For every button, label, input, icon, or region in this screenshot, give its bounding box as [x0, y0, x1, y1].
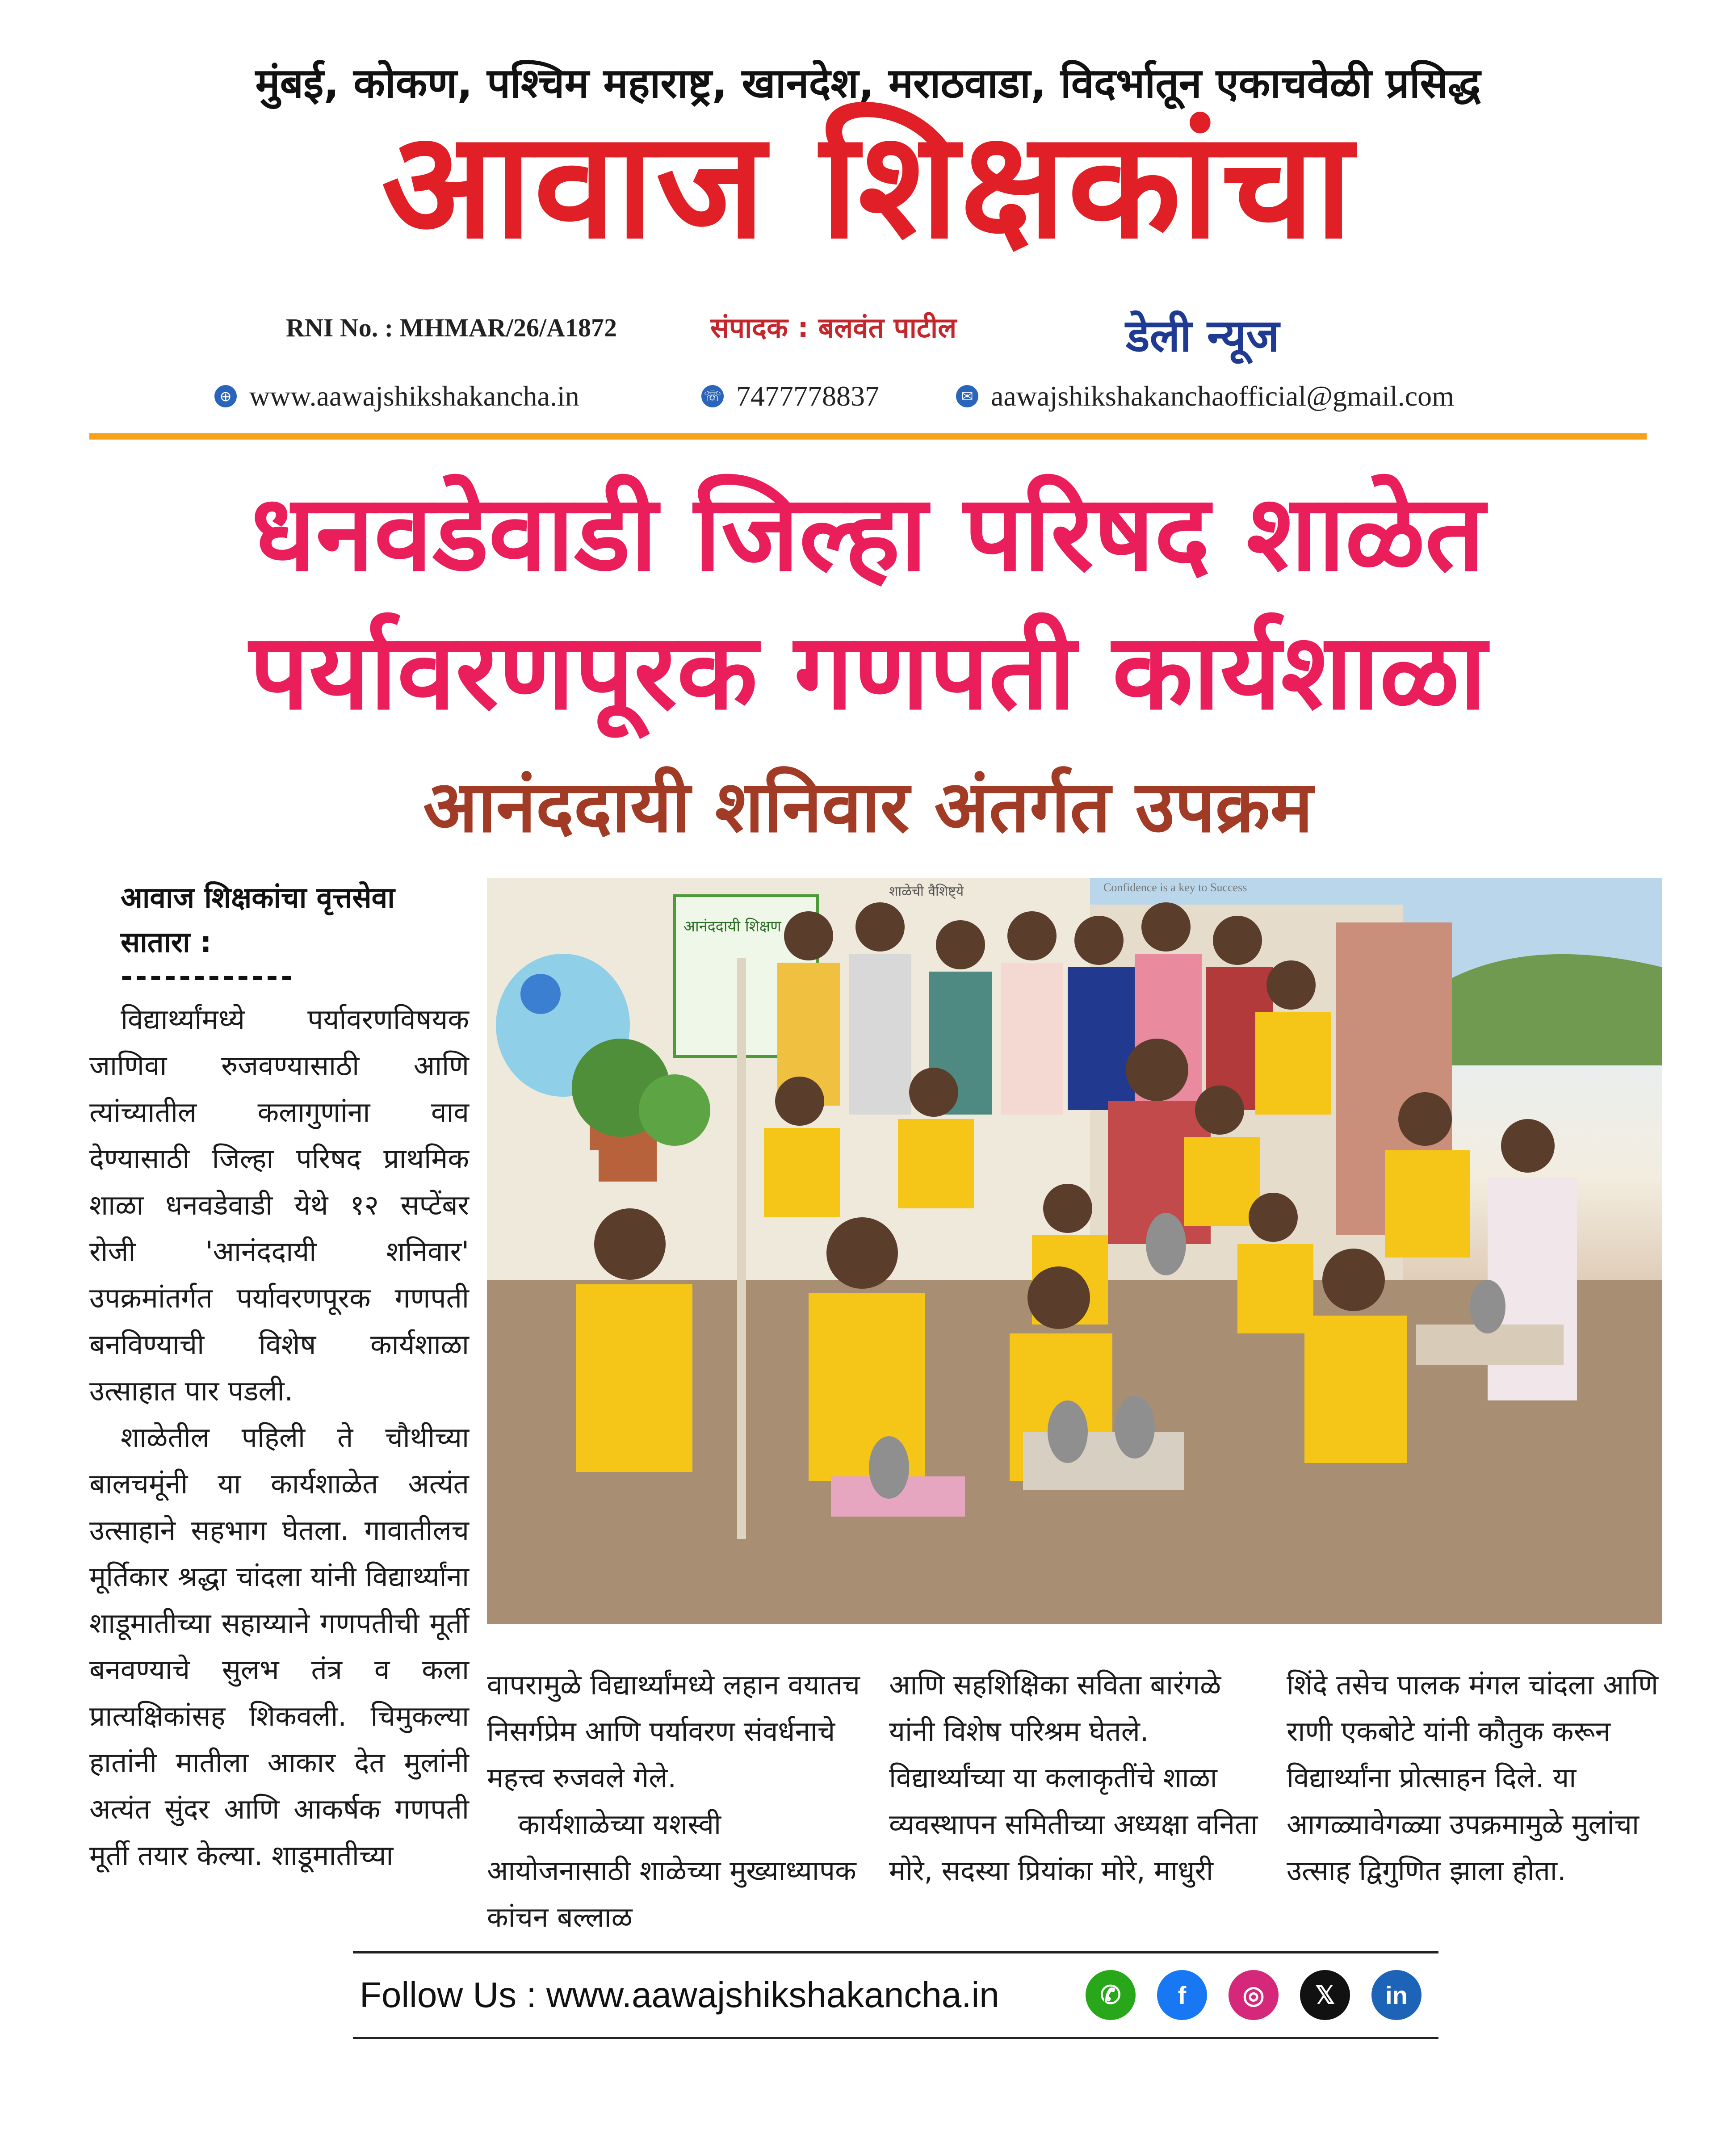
email-text: aawajshikshakanchaofficial@gmail.com	[991, 380, 1454, 412]
paragraph: शिंदे तसेच पालक मंगल चांदला आणि राणी एकबोटे यांनी कौतुक करून विद्यार्थ्यांना प्रोत्साहन दिले. या आगळ्यावेगळ्या उपक्रमामुळे मुलांचा उत्साह द्विगुणित झाला होता.	[1287, 1668, 1658, 1887]
footer-top-rule	[353, 1951, 1438, 1953]
instagram-icon[interactable]: ◎	[1229, 1970, 1279, 2020]
byline	[121, 876, 395, 965]
byline-dashes: ------------	[121, 960, 295, 993]
banner-text: Confidence is a key to Success	[1103, 881, 1247, 894]
paragraph: विद्यार्थ्यांमध्ये पर्यावरणविषयक जाणिवा रुजवण्यासाठी आणि त्यांच्यातील कलागुणांना वाव देण्यासाठी जिल्हा परिषद प्राथमिक शाळा धनवडेवाडी येथे १२ सप्टेंबर रोजी 'आनंददायी शनिवार' उपक्रमांतर्गत पर्यावरणपूरक गणपती बनविण्याची विशेष कार्यशाळा उत्साहात पार पडली.	[89, 1003, 469, 1407]
globe-icon: ⊕	[214, 385, 237, 407]
byline-location: सातारा :	[121, 926, 212, 959]
article-photo	[487, 878, 1662, 1624]
article-column-3	[889, 1662, 1269, 1894]
headline-line-2: पर्यावरणपूरक गणपती कार्यशाळा	[249, 611, 1487, 733]
mural-text: आनंददायी शिक्षण	[683, 918, 781, 935]
header-divider	[89, 433, 1647, 440]
website-contact[interactable]	[214, 380, 579, 413]
phone-icon: ☏	[701, 385, 724, 407]
mail-icon: ✉	[956, 385, 978, 407]
phone-contact[interactable]	[701, 380, 879, 413]
footer-bottom-rule	[353, 2037, 1438, 2039]
paragraph: कार्यशाळेच्या यशस्वी आयोजनासाठी शाळेच्या मुख्याध्यापक कांचन बल्लाळ	[487, 1808, 856, 1933]
masthead-title: आवाज शिक्षकांचा	[381, 100, 1355, 271]
paragraph: वापरामुळे विद्यार्थ्यांमध्ये लहान वयातच निसर्गप्रेम आणि पर्यावरण संवर्धनाचे महत्त्व रुजवले गेले.	[487, 1668, 860, 1794]
editor-credit: संपादक : बलवंत पाटील	[710, 311, 957, 344]
group-photo-illustration	[487, 878, 1662, 1624]
article-column-2	[487, 1662, 867, 1941]
email-contact[interactable]	[956, 380, 1454, 413]
phone-text: 7477778837	[736, 380, 879, 412]
facebook-icon[interactable]: f	[1157, 1970, 1207, 2020]
x-icon[interactable]: 𝕏	[1300, 1970, 1350, 2020]
headline-line-1: धनवडेवाडी जिल्हा परिषद शाळेत	[251, 473, 1485, 595]
article-column-1	[89, 996, 469, 1879]
follow-us-text[interactable]: Follow Us : www.aawajshikshakancha.in	[360, 1975, 999, 2015]
website-text: www.aawajshikshakancha.in	[249, 380, 579, 412]
paragraph: आणि सहशिक्षिका सविता बारंगळे यांनी विशेष परिश्रम घेतले. विद्यार्थ्यांच्या या कलाकृतींचे शाळा व्यवस्थापन समितीच्या अध्यक्षा वनिता मोरे, सदस्या प्रियांका मोरे, माधुरी	[889, 1668, 1258, 1887]
linkedin-icon[interactable]: in	[1371, 1970, 1422, 2020]
article-column-4	[1287, 1662, 1666, 1894]
daily-news-label: डेली न्यूज	[1126, 310, 1279, 362]
whatsapp-icon[interactable]: ✆	[1086, 1970, 1136, 2020]
byline-agency: आवाज शिक्षकांचा वृत्तसेवा	[121, 881, 395, 914]
rni-number: RNI No. : MHMAR/26/A1872	[286, 313, 617, 342]
paragraph: शाळेतील पहिली ते चौथीच्या बालचमूंनी या कार्यशाळेत अत्यंत उत्साहाने सहभाग घेतला. गावातीलच मूर्तिकार श्रद्धा चांदला यांनी विद्यार्थ्यांना शाडूमातीच्या सहाय्याने गणपतीची मूर्ती बनवण्याचे सुलभ तंत्र व कला प्रात्यक्षिकांसह शिकवली. चिमुकल्या हातांनी मातीला आकार देत मुलांनी अत्यंत सुंदर आणि आकर्षक गणपती मूर्ती तयार केल्या. शाडूमातीच्या	[89, 1421, 469, 1872]
subheadline: आनंददायी शनिवार अंतर्गत उपक्रम	[423, 765, 1313, 848]
wall-sign: शाळेची वैशिष्ट्ये	[889, 884, 964, 899]
tagline: मुंबई, कोकण, पश्चिम महाराष्ट्र, खानदेश, मराठवाडा, विदर्भातून एकाचवेळी प्रसिद्ध	[255, 59, 1481, 107]
